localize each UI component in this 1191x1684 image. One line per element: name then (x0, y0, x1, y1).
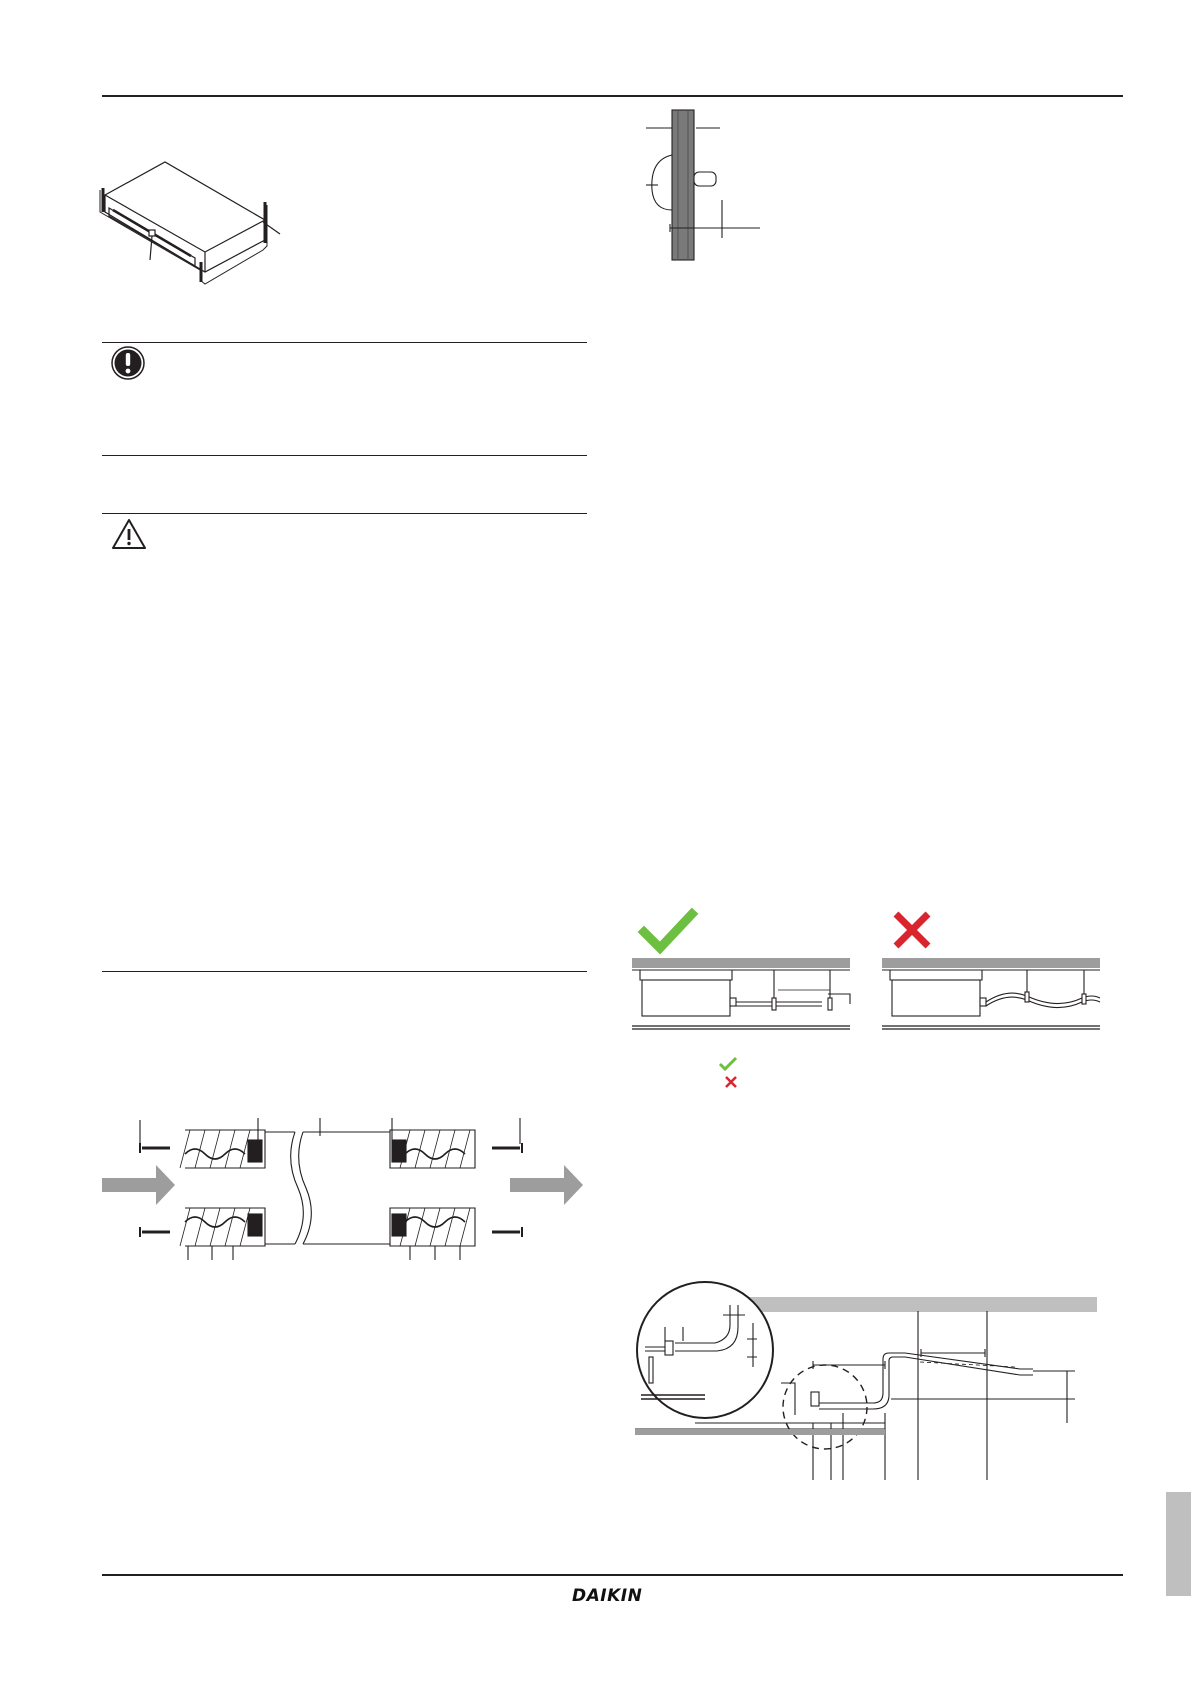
legend-cross-icon (724, 1075, 738, 1089)
notice-bottom-rule (102, 455, 587, 456)
chapter-tab (1166, 1492, 1191, 1596)
exclamation-circle-icon (111, 346, 145, 380)
section-rule (102, 971, 587, 972)
footer-rule (102, 1574, 1123, 1576)
legend-check-icon (718, 1056, 738, 1072)
notice-top-rule (102, 342, 587, 343)
cross-mark-icon (892, 910, 932, 950)
unit-suspension-figure (95, 150, 295, 290)
drain-ng-figure (882, 958, 1102, 1033)
header-rule (102, 95, 1123, 97)
drain-pipe-detail-figure (635, 1295, 1100, 1480)
daikin-logo: DAIKIN (572, 1586, 643, 1606)
wall-section-figure (640, 110, 770, 260)
warning-triangle-icon (111, 518, 147, 550)
notice-short-rule (102, 513, 587, 514)
drain-ok-figure (632, 958, 852, 1033)
duct-connection-figure (100, 1110, 590, 1260)
check-mark-icon (640, 908, 696, 954)
